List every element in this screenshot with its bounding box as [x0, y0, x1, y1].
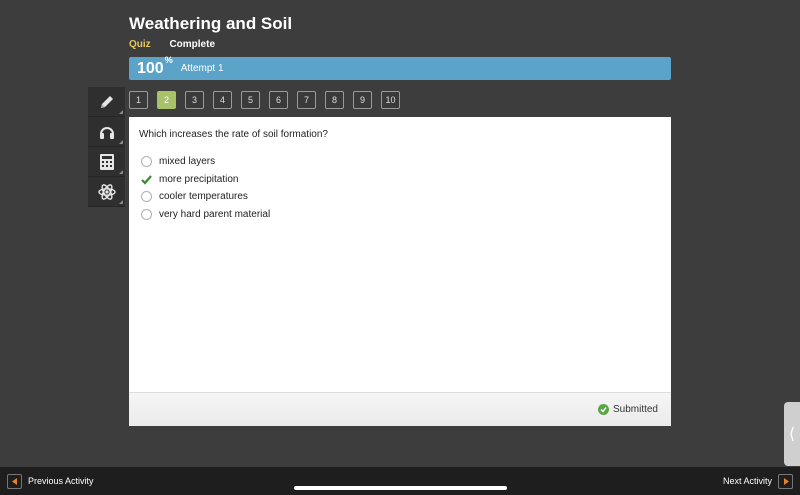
question-panel	[129, 117, 671, 426]
next-activity-label: Next Activity	[722, 476, 772, 486]
radio-button[interactable]	[141, 191, 152, 202]
page-title: Weathering and Soil	[129, 14, 293, 33]
question-9-button[interactable]: 9	[353, 91, 372, 109]
chevron-left-icon: ⟨	[788, 426, 796, 443]
answer-label: very hard parent material	[159, 208, 271, 220]
attempt-label: Attempt 1	[180, 63, 224, 74]
activity-subline	[129, 39, 215, 50]
question-7-button[interactable]: 7	[297, 91, 316, 109]
bottom-nav-bar	[0, 467, 800, 495]
panel-footer	[129, 392, 671, 426]
pencil-tool-button[interactable]	[88, 87, 125, 117]
score-value	[137, 54, 173, 78]
activity-status-label: Complete	[169, 39, 216, 50]
question-3-button[interactable]: 3	[185, 91, 204, 109]
headphones-icon	[98, 123, 116, 141]
question-4-button[interactable]: 4	[213, 91, 232, 109]
submitted-status: Submitted	[612, 404, 658, 415]
question-text: Which increases the rate of soil formation?	[139, 129, 328, 140]
home-indicator[interactable]	[294, 486, 507, 490]
question-number-nav	[129, 91, 400, 109]
calculator-icon	[99, 153, 115, 171]
side-panel-handle[interactable]	[784, 402, 800, 466]
radio-button[interactable]	[141, 209, 152, 220]
question-10-button[interactable]: 10	[381, 91, 400, 109]
question-8-button[interactable]: 8	[325, 91, 344, 109]
answer-option-3[interactable]	[141, 188, 270, 206]
previous-activity-label: Previous Activity	[28, 476, 94, 486]
tool-sidebar	[88, 87, 125, 207]
answer-label: mixed layers	[159, 156, 216, 168]
radio-button[interactable]	[141, 156, 152, 167]
reference-tool-button[interactable]	[88, 177, 125, 207]
check-circle-icon	[598, 404, 609, 415]
answer-option-4[interactable]	[141, 206, 270, 224]
answer-label: more precipitation	[159, 173, 239, 185]
score-number: 100	[137, 59, 164, 77]
answer-option-2[interactable]	[141, 171, 270, 189]
arrow-right-icon	[778, 474, 793, 489]
activity-type-label: Quiz	[129, 39, 151, 50]
question-5-button[interactable]: 5	[241, 91, 260, 109]
question-2-button[interactable]: 2	[157, 91, 176, 109]
audio-tool-button[interactable]	[88, 117, 125, 147]
next-activity-button[interactable]	[723, 474, 793, 489]
atom-icon	[97, 182, 117, 202]
checkmark-icon	[141, 174, 152, 185]
answer-label: cooler temperatures	[159, 191, 248, 203]
answer-option-1[interactable]	[141, 153, 270, 171]
question-6-button[interactable]: 6	[269, 91, 288, 109]
arrow-left-icon	[7, 474, 22, 489]
calculator-tool-button[interactable]	[88, 147, 125, 177]
answer-options	[141, 153, 270, 223]
pencil-icon	[98, 93, 116, 111]
score-unit: %	[164, 54, 173, 65]
previous-activity-button[interactable]	[7, 474, 94, 489]
score-bar	[129, 54, 671, 80]
question-1-button[interactable]: 1	[129, 91, 148, 109]
